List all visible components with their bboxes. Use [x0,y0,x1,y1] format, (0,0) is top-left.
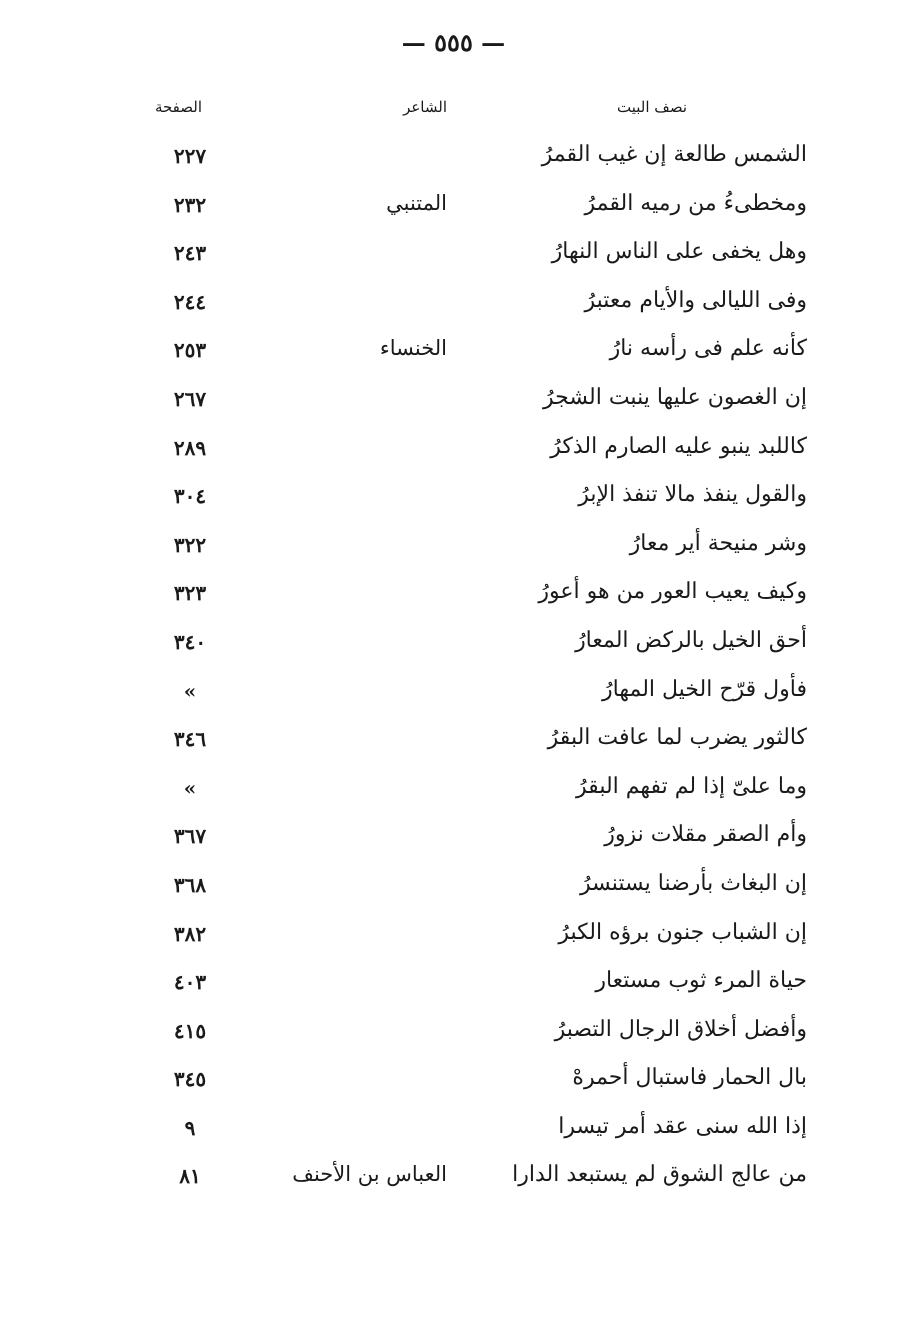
page-reference: ٤٠٣ [173,970,207,995]
table-row [0,1017,907,1066]
page-reference: ٢٦٧ [173,386,207,411]
verse-half: إن الشباب جنون برؤه الكبرُ [558,919,807,945]
table-row [0,482,907,531]
table-row [0,191,907,240]
table-row [0,239,907,288]
page-reference: ٢٢٧ [173,144,207,168]
table-row [0,142,907,191]
page-reference: ٣٢٢ [173,532,207,557]
table-row [0,336,907,385]
table-row [0,1114,907,1163]
verse-half: من عالج الشوق لم يستبعد الدارا [512,1162,807,1188]
table-row [0,385,907,434]
page-reference: ٢٥٣ [173,338,207,363]
page-column-header: الصفحة [154,98,202,116]
table-row [0,628,907,677]
page-reference: ٣٢٣ [173,581,207,606]
table-row [0,1065,907,1114]
table-row [0,822,907,871]
verse-half: كاللبد ينبو عليه الصارم الذكرُ [550,433,807,459]
verse-half: ومخطىءُ من رميه القمرُ [584,190,807,216]
column-headers [0,98,907,122]
page-number: — ٥٥٥ — [401,28,506,57]
verse-half: وما علىّ إذا لم تفهم البقرُ [576,773,807,799]
page-reference: ٣٦٧ [173,824,207,849]
page-reference: ٨١ [179,1164,201,1189]
verse-half: الشمس طالعة إن غيب القمرُ [541,142,807,167]
page-reference: ٩ [184,1115,196,1140]
verse-half: أحق الخيل بالركض المعارُ [575,627,807,653]
page-reference: ٢٨٩ [173,435,207,460]
poet-name: المتنبي [386,190,447,215]
page-reference: ٣٤٦ [173,727,207,752]
page-reference: ٣٤٠ [173,629,207,654]
verse-half: كالثور يضرب لما عافت البقرُ [547,725,807,751]
table-row [0,288,907,337]
verse-half: وأفضل أخلاق الرجال التصبرُ [554,1016,807,1042]
table-row [0,579,907,628]
page-reference: ٢٤٣ [173,241,207,266]
page-reference: ٣٦٨ [173,872,207,897]
table-row [0,531,907,580]
table-row [0,1162,907,1211]
table-row [0,725,907,774]
verse-half: فأول قرّح الخيل المهارُ [602,676,807,702]
verse-half: بال الحمار فاستبال أحمرهْ [572,1065,807,1091]
page-reference: » [183,678,197,703]
verse-half: كأنه علم فى رأسه نارُ [609,336,807,362]
verse-half: والقول ينفذ مالا تنفذ الإبرُ [578,482,807,508]
page-reference: ٣٠٤ [173,484,207,509]
verse-half: وفى الليالى والأيام معتبرُ [584,287,807,313]
verse-half: وهل يخفى على الناس النهارُ [551,239,807,265]
verse-half: وأم الصقر مقلات نزورُ [604,822,807,848]
verse-half: إن البغاث بأرضنا يستنسرُ [580,870,807,896]
page-reference: ٣٤٥ [173,1067,207,1092]
poet-name: العباس بن الأحنف [292,1162,447,1187]
table-row [0,871,907,920]
page-reference: ٤١٥ [173,1018,207,1043]
verse-column-header: نصف البيت [617,98,687,116]
table-row [0,677,907,726]
verse-half: إذا الله سنى عقد أمر تيسرا [558,1113,807,1139]
verse-half: حياة المرء ثوب مستعار [595,968,807,994]
verse-half: وشر منيحة أير معارُ [629,530,807,556]
page-reference: » [183,775,197,800]
index-table [0,142,907,1211]
page-reference: ٣٨٢ [173,921,207,946]
page-reference: ٢٤٤ [173,289,207,314]
page-reference: ٢٣٢ [173,192,207,217]
table-row [0,920,907,969]
verse-half: وكيف يعيب العور من هو أعورُ [538,579,807,605]
table-row [0,968,907,1017]
verse-half: إن الغصون عليها ينبت الشجرُ [543,384,807,410]
table-row [0,774,907,823]
table-row [0,434,907,483]
poet-name: الخنساء [379,336,447,361]
poet-column-header: الشاعر [403,98,447,116]
